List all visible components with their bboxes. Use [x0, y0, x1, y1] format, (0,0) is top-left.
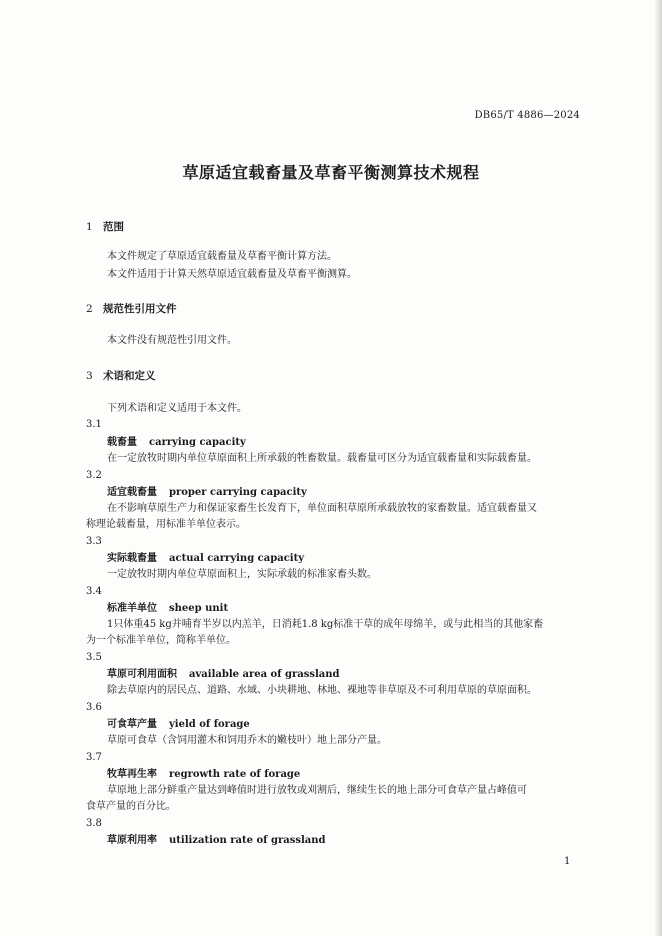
term-definition: 1只体重45 kg并哺育半岁以内羔羊，日消耗1.8 kg标准干草的成年母绵羊，或与此相当的其他家畜 — [107, 619, 544, 630]
term-en: regrowth rate of forage — [169, 769, 301, 780]
term-en: sheep unit — [169, 603, 229, 614]
scan-edge — [654, 0, 662, 936]
term-definition: 在一定放牧时期内单位草原面积上所承载的牲畜数量。载畜量可区分为适宜载畜量和实际载畜量。 — [107, 453, 537, 464]
term-cn: 实际载畜量 — [107, 553, 157, 564]
term-definition: 一定放牧时期内单位草原面积上，实际承载的标准家畜头数。 — [107, 569, 377, 580]
section-3-heading — [86, 369, 156, 383]
section-1-heading — [86, 220, 124, 234]
term-number: 3.4 — [86, 586, 102, 597]
section-number: 3 — [86, 370, 93, 382]
section-number: 1 — [86, 221, 93, 233]
section-number: 2 — [86, 303, 93, 315]
term-definition: 在不影响草原生产力和保证家畜生长发育下，单位面积草原所承载放牧的家畜数量。适宜载畜量又 — [107, 503, 537, 514]
term-en: utilization rate of grassland — [169, 835, 326, 846]
term-number: 3.8 — [86, 818, 102, 829]
term-heading — [107, 834, 326, 848]
term-definition-cont: 称理论载畜量，用标准羊单位表示。 — [86, 519, 246, 530]
term-heading — [107, 602, 228, 616]
term-heading — [107, 718, 250, 732]
document-title: 草原适宜载畜量及草畜平衡测算技术规程 — [182, 163, 480, 182]
term-number: 3.1 — [86, 419, 102, 430]
page-number: 1 — [564, 856, 571, 867]
term-cn: 标准羊单位 — [107, 603, 157, 614]
term-en: yield of forage — [169, 719, 250, 730]
term-en: available area of grassland — [189, 669, 340, 680]
term-heading — [107, 768, 300, 782]
term-cn: 可食草产量 — [107, 719, 157, 730]
term-number: 3.3 — [86, 536, 102, 547]
term-definition: 除去草原内的居民点、道路、水域、小块耕地、林地、裸地等非草原及不可利用草原的草原面积。 — [107, 685, 537, 696]
term-definition-cont: 食草产量的百分比。 — [86, 801, 176, 812]
term-cn: 牧草再生率 — [107, 769, 157, 780]
term-cn: 草原可利用面积 — [107, 669, 177, 680]
term-heading — [107, 668, 340, 682]
term-number: 3.6 — [86, 702, 102, 713]
section-title: 范围 — [103, 221, 124, 233]
term-number: 3.5 — [86, 652, 102, 663]
term-en: proper carrying capacity — [169, 487, 307, 498]
term-cn: 载畜量 — [107, 437, 137, 448]
term-definition: 草原地上部分鲜重产量达到峰值时进行放牧或刈割后，继续生长的地上部分可食草产量占峰值可 — [107, 785, 527, 796]
section-title: 规范性引用文件 — [103, 303, 177, 315]
term-definition: 草原可食草（含饲用灌木和饲用乔木的嫩枝叶）地上部分产量。 — [107, 735, 387, 746]
term-heading — [107, 436, 246, 450]
document-code: DB65/T 4886—2024 — [474, 110, 580, 121]
paragraph: 本文件适用于计算天然草原适宜载畜量及草畜平衡测算。 — [107, 269, 357, 280]
term-definition-cont: 为一个标准羊单位，简称羊单位。 — [86, 635, 236, 646]
term-cn: 草原利用率 — [107, 835, 157, 846]
term-heading — [107, 486, 307, 500]
paragraph: 本文件没有规范性引用文件。 — [107, 335, 237, 346]
section-title: 术语和定义 — [103, 370, 156, 382]
term-en: carrying capacity — [149, 437, 246, 448]
term-cn: 适宜载畜量 — [107, 487, 157, 498]
term-en: actual carrying capacity — [169, 553, 305, 564]
section-2-heading — [86, 302, 177, 316]
term-number: 3.7 — [86, 752, 102, 763]
term-number: 3.2 — [86, 470, 102, 481]
paragraph: 本文件规定了草原适宜载畜量及草畜平衡计算方法。 — [107, 251, 337, 262]
term-heading — [107, 552, 304, 566]
paragraph: 下列术语和定义适用于本文件。 — [107, 403, 247, 414]
